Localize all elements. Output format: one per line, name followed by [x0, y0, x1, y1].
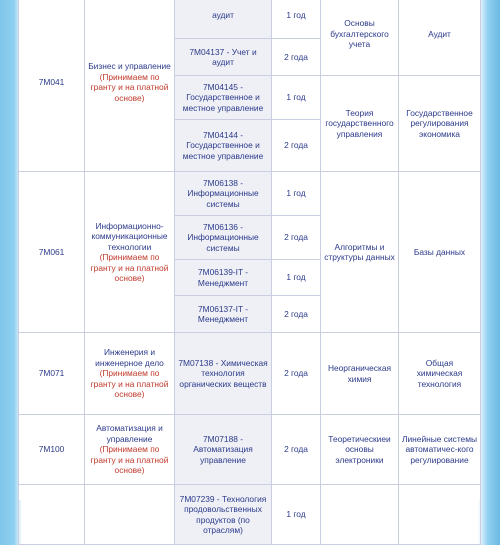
program-table-sheet	[18, 0, 480, 535]
program-cell: 7M07239 - Технология продовольственных продуктов (по отраслям)	[175, 485, 272, 545]
field-cell	[85, 172, 175, 333]
duration-cell: 2 года	[272, 120, 321, 172]
field-title: Автоматизация и управление	[96, 423, 163, 444]
code-cell: 7M071	[19, 333, 85, 415]
field-cell	[85, 0, 175, 172]
program-cell: 7M04137 - Учет и аудит	[175, 39, 272, 76]
duration-cell: 1 год	[272, 0, 321, 39]
subject1-cell: Теоретическиеи основы электроники	[321, 415, 399, 485]
duration-cell: 2 года	[272, 216, 321, 260]
table-row	[19, 485, 481, 545]
subject2-cell: Линейные системы автоматичес-кого регулирование	[399, 415, 481, 485]
subject1-cell: Алгоритмы и структуры данных	[321, 172, 399, 333]
field-note: (Принимаем по гранту и на платной основе)	[90, 368, 169, 400]
subject1-cell: Теория государственного управления	[321, 76, 399, 172]
duration-cell: 2 года	[272, 415, 321, 485]
program-cell: аудит	[175, 0, 272, 39]
field-cell	[85, 415, 175, 485]
code-cell	[19, 485, 85, 545]
field-title: Инженерия и инженерное дело	[95, 347, 164, 368]
subject1-cell	[321, 485, 399, 545]
code-cell: 7M041	[19, 0, 85, 172]
code-cell: 7M061	[19, 172, 85, 333]
subject2-cell: Базы данных	[399, 172, 481, 333]
program-cell: 7M07188 - Автоматизация управление	[175, 415, 272, 485]
subject2-cell: Аудит	[399, 0, 481, 76]
duration-cell: 2 года	[272, 296, 321, 333]
program-cell: 7M06139-IT - Менеджмент	[175, 260, 272, 296]
duration-cell: 2 года	[272, 333, 321, 415]
table-row	[19, 333, 481, 415]
subject2-cell	[399, 485, 481, 545]
field-title: Бизнес и управление	[88, 61, 171, 71]
field-title: Информационно-коммуникационные технологии	[91, 220, 168, 252]
table-row	[19, 415, 481, 485]
table-row	[19, 172, 481, 216]
subject1-cell: Основы бухгалтерского учета	[321, 0, 399, 76]
field-note: (Принимаем по гранту и на платной основе)	[90, 71, 169, 103]
program-cell: 7M06136 - Информационные системы	[175, 216, 272, 260]
duration-cell: 2 года	[272, 39, 321, 76]
field-note: (Принимаем по гранту и на платной основе)	[90, 252, 169, 283]
field-cell	[85, 485, 175, 545]
duration-cell: 1 год	[272, 260, 321, 296]
field-note: (Принимаем по гранту и на платной основе)	[90, 444, 169, 476]
code-cell: 7M100	[19, 415, 85, 485]
program-cell: 7M06138 - Информационные системы	[175, 172, 272, 216]
program-cell: 7M04145 - Государственное и местное управление	[175, 76, 272, 120]
duration-cell: 1 год	[272, 76, 321, 120]
table-row	[19, 0, 481, 39]
subject2-cell: Государственное регулирования экономика	[399, 76, 481, 172]
program-table	[18, 0, 481, 545]
program-cell: 7M04144 - Государственное и местное управление	[175, 120, 272, 172]
duration-cell: 1 год	[272, 485, 321, 545]
program-cell: 7M06137-IT - Менеджмент	[175, 296, 272, 333]
subject2-cell: Общая химическая технология	[399, 333, 481, 415]
field-cell	[85, 333, 175, 415]
duration-cell: 1 год	[272, 172, 321, 216]
subject1-cell: Неорганическая химия	[321, 333, 399, 415]
program-cell: 7M07138 - Химическая технология органических веществ	[175, 333, 272, 415]
